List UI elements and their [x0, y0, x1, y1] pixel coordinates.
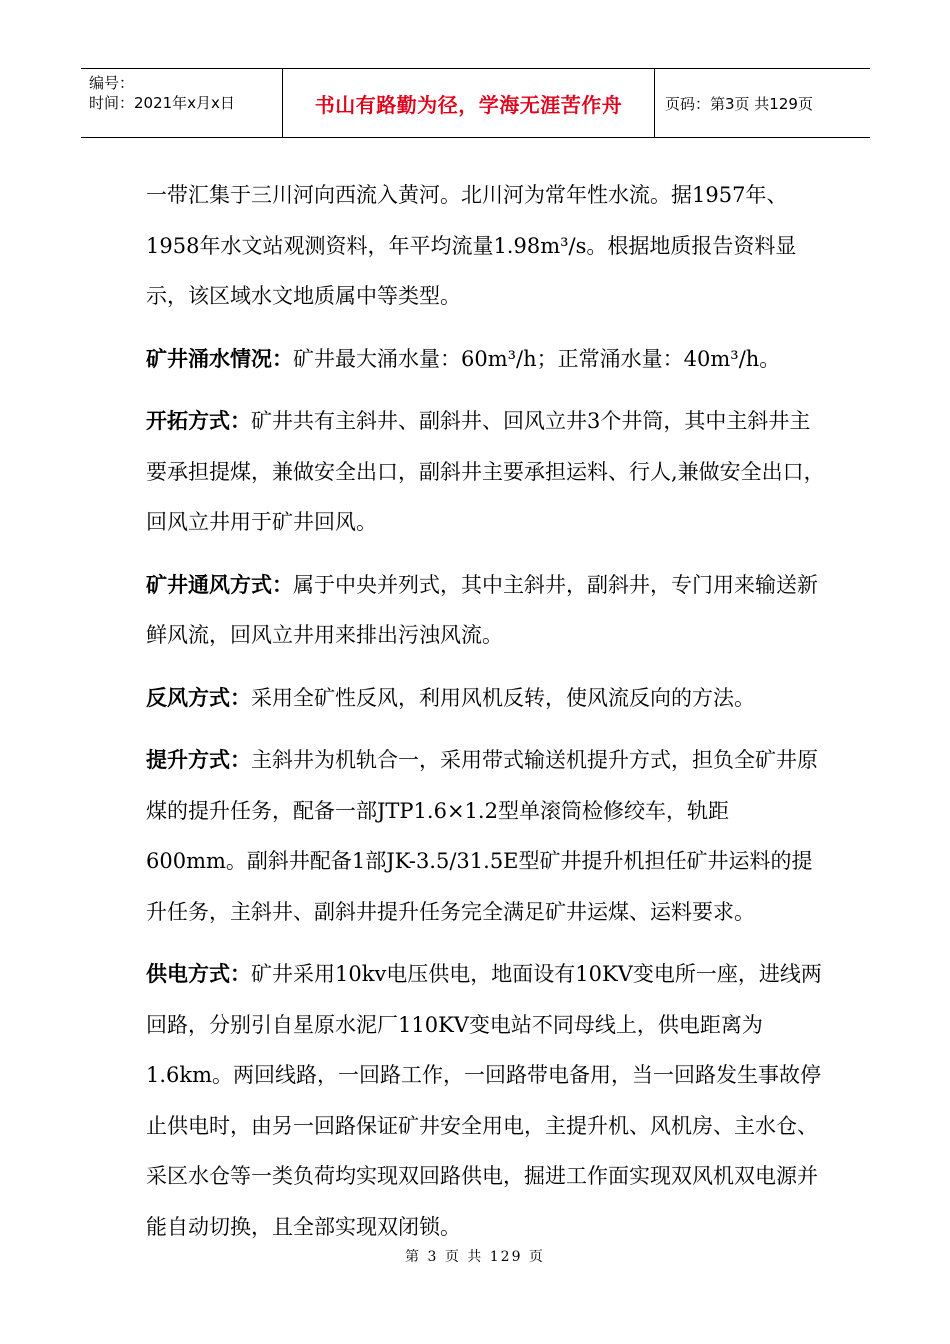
paragraph-ventilation	[146, 560, 826, 661]
paragraph-power-supply	[146, 949, 826, 1252]
paragraph-label: 开拓方式：	[146, 409, 251, 433]
paragraph-label: 反风方式：	[146, 685, 251, 710]
paragraph-text: 矿井最大涌水量：60m³/h；正常涌水量：40m³/h。	[293, 346, 781, 371]
page-info-text: 页码：第3页 共129页	[665, 94, 813, 113]
paragraph-reverse-air	[146, 673, 826, 724]
paragraph-text: 采用全矿性反风，利用风机反转，使风流反向的方法。	[251, 685, 755, 710]
paragraph-hydrology	[146, 170, 826, 322]
paragraph-text: 属于中央并列式，其中主斜井，副斜井，专门用来输送新鲜风流，回风立井用来排出污浊风流。	[146, 572, 818, 647]
page-footer	[0, 1246, 950, 1266]
paragraph-water-inflow	[146, 334, 826, 385]
time-label: 时间：2021年x月x日	[89, 94, 235, 112]
paragraph-text: 主斜井为机轨合一，采用带式输送机提升方式，担负全矿井原煤的提升任务，配备一部JTP1.6×1.2型单滚筒检修绞车，轨距600mm。副斜井配备1部JK-3.5/31.5E型矿井提升机担任矿井运料的提升任务，主斜井、副斜井提升任务完全满足矿井运煤、运料要求。	[146, 748, 818, 924]
page-header	[81, 68, 870, 138]
paragraph-development	[146, 396, 826, 548]
motto-text: 书山有路勤为径，学海无涯苦作舟	[314, 92, 623, 117]
paragraph-text: 矿井采用10kv电压供电，地面设有10KV变电所一座，进线两回路，分别引自星原水泥厂110KV变电站不同母线上，供电距离为1.6km。两回线路，一回路工作，一回路带电备用，当一回路发生事故停止供电时，由另一回路保证矿井安全用电，主提升机、风机房、主水仓、采区水仓等一类负荷均实现双回路供电，掘进工作面实现双风机双电源并能自动切换，且全部实现双闭锁。	[146, 962, 822, 1239]
number-label: 编号：	[89, 74, 135, 92]
header-page-info	[655, 69, 870, 137]
paragraph-label: 供电方式：	[146, 962, 251, 986]
header-meta	[81, 69, 282, 137]
paragraph-label: 矿井通风方式：	[146, 572, 293, 597]
header-motto	[282, 69, 655, 137]
paragraph-text: 矿井共有主斜井、副斜井、回风立井3个井筒，其中主斜井主要承担提煤，兼做安全出口，副斜井主要承担运料、行人,兼做安全出口，回风立井用于矿井回风。	[146, 409, 825, 534]
paragraph-hoisting	[146, 735, 826, 937]
paragraph-text: 一带汇集于三川河向西流入黄河。北川河为常年性水流。据1957年、1958年水文站观测资料，年平均流量1.98m³/s。根据地质报告资料显示，该区域水文地质属中等类型。	[146, 183, 797, 308]
paragraph-label: 提升方式：	[146, 748, 251, 772]
footer-page-number: 第 3 页 共 129 页	[405, 1249, 545, 1265]
document-body	[146, 170, 826, 1264]
paragraph-label: 矿井涌水情况：	[146, 346, 293, 371]
